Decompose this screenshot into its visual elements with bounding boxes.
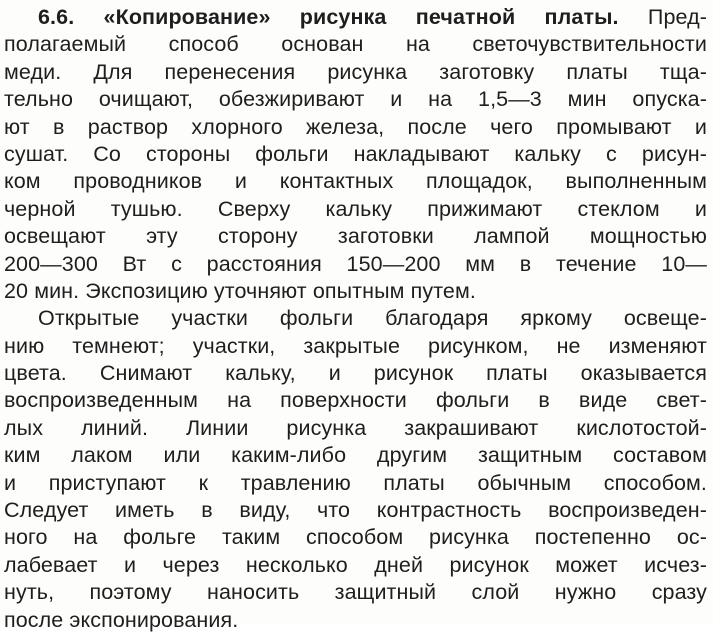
text-line: нию темнеют; участки, закрытые рисунком, не изменяют (4, 333, 707, 358)
text-line: ким лаком или каким-либо другим защитным составом (4, 443, 707, 468)
first-line (4, 4, 707, 31)
text-line: ного на фольге таким способом рисунка постепенно ос- (4, 525, 707, 550)
text-line: меди. Для перенесения рисунка заготовку платы тща- (4, 59, 707, 84)
text-line: полагаемый способ основан на светочувствительности (4, 32, 707, 57)
text-line: Открытые участки фольги благодаря яркому освеще- (38, 306, 707, 331)
text-line: освещают эту сторону заготовки лампой мощностью (4, 224, 707, 249)
text-line: и приступают к травлению платы обычным способом. (4, 470, 707, 495)
first-line-text: Пред- (618, 5, 707, 29)
section-heading: 6.6. «Копирование» рисунка печатной платы. (38, 5, 619, 29)
text-line: воспроизведенным на поверхности фольги в виде свет- (4, 388, 707, 413)
text-line: черной тушью. Сверху кальку прижимают стеклом и (4, 196, 707, 221)
text-line: сушат. Со стороны фольги накладывают кальку с рисун- (4, 141, 707, 166)
paragraph-2 (4, 305, 707, 634)
text-line: лабевает и через несколько дней рисунок может исчез- (4, 552, 707, 577)
text-line: после экспонирования. (4, 607, 239, 632)
text-line: ют в раствор хлорного железа, после чего промывают и (4, 114, 707, 139)
text-line: цвета. Снимают кальку, и рисунок платы оказывается (4, 361, 707, 386)
text-line: 200—300 Вт с расстояния 150—200 мм в течение 10— (4, 251, 707, 276)
text-line: нуть, поэтому наносить защитный слой нужно сразу (4, 580, 707, 605)
text-line: лых линий. Линии рисунка закрашивают кислотостой- (4, 415, 707, 440)
text-line: тельно очищают, обезжиривают и на 1,5—3 мин опуска- (4, 87, 707, 112)
text-line: ком проводников и контактных площадок, выполненным (4, 169, 707, 194)
text-line: Следует иметь в виду, что контрастность воспроизведен- (4, 498, 707, 523)
text-line: 20 мин. Экспозицию уточняют опытным путем. (4, 278, 476, 303)
paragraph-1 (4, 31, 707, 305)
section-text (4, 4, 707, 634)
